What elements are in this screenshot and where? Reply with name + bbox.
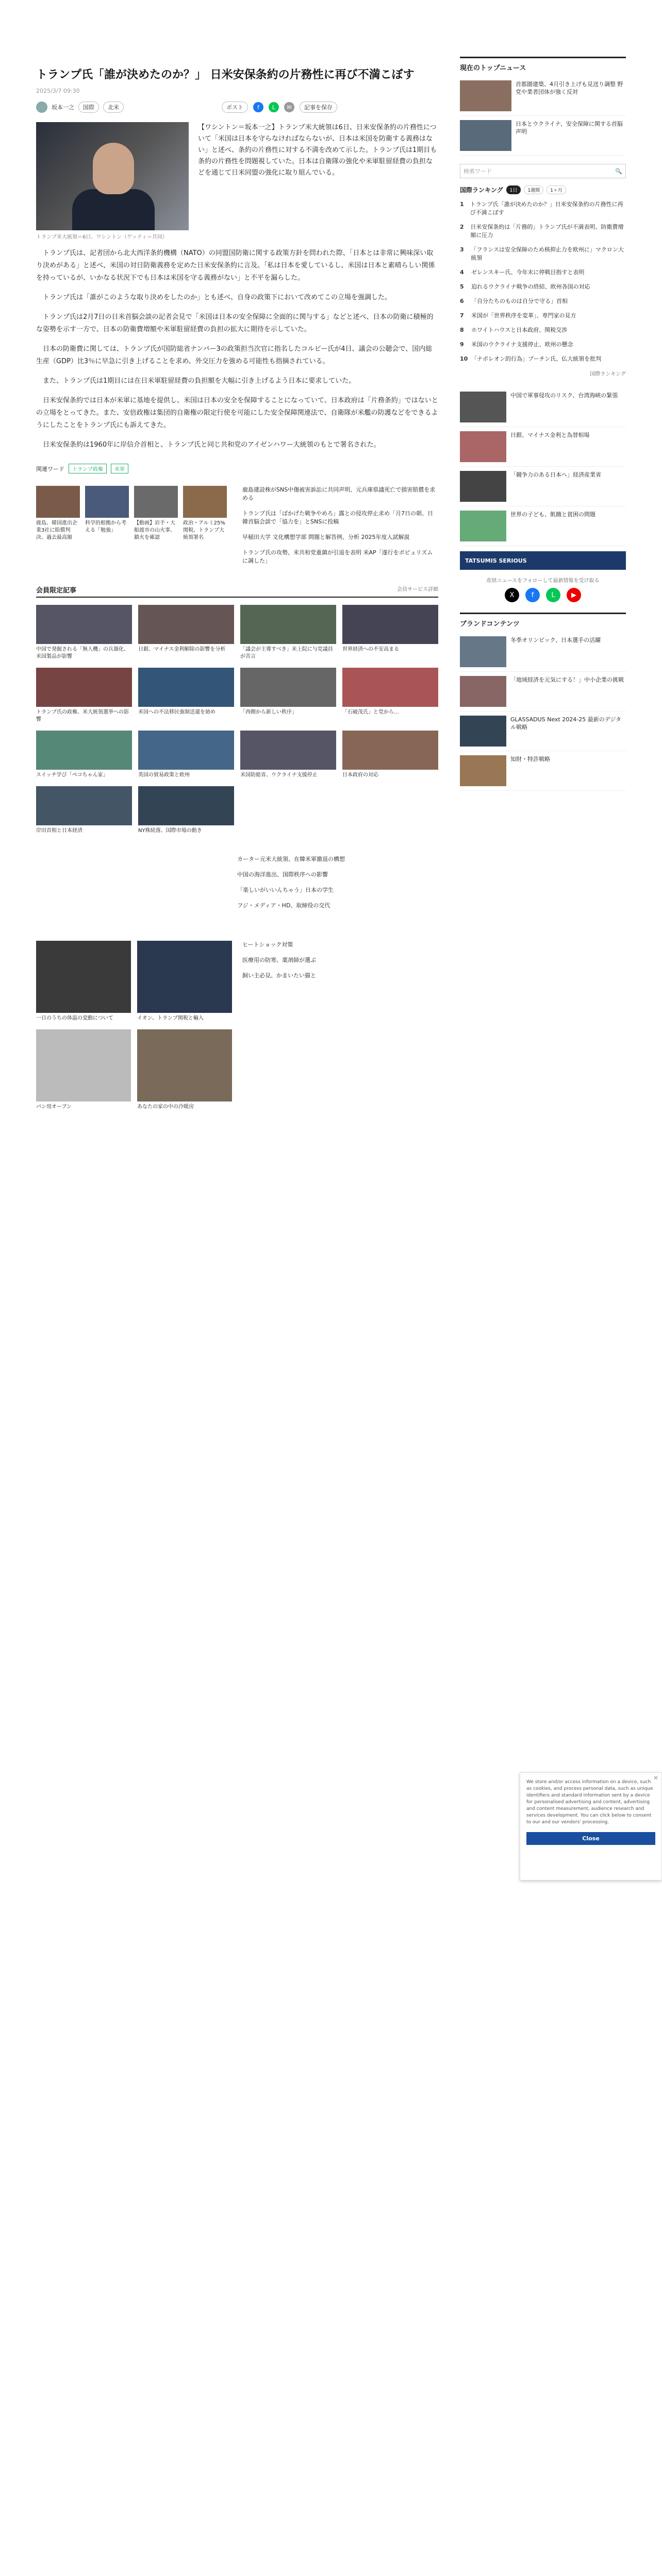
side-list-item[interactable]: 中国で軍事侵攻のリスク、台湾海峡の緊張 <box>460 387 626 427</box>
related-cards <box>36 486 232 572</box>
recommend-title: 会員限定記事 <box>36 587 77 595</box>
hot-news-item[interactable]: 首都圏建築、4月引き上げも見送り調整 野党や業者団体が強く反対 <box>460 76 626 116</box>
related-card[interactable]: 【動画】岩手・大船渡市の山火事、鎮火を確認 <box>134 486 178 572</box>
category-pill[interactable]: 国際 <box>78 101 99 113</box>
subcategory-pill[interactable]: 北米 <box>103 101 124 113</box>
paragraph: トランプ氏は「誰がこのような取り決めをしたのか」とも述べ、自身の政策下において改めてこの立場を強調した。 <box>43 294 392 301</box>
search-icon[interactable]: 🔍 <box>615 167 622 175</box>
ranking-item[interactable]: 7 米国が「世界秩序を変革」、専門家の見方 <box>460 312 576 319</box>
recommend-card[interactable]: 「石破茂氏」と党から... <box>342 668 438 723</box>
recommend-card[interactable]: スイッチ学び「ペコちゃん家」 <box>36 731 132 779</box>
related-area <box>36 486 438 572</box>
photo-figure-face <box>93 143 134 194</box>
tag-link[interactable]: トランプ政権 <box>69 464 107 473</box>
text-link[interactable]: フジ・メディア・HD、取締役の交代 <box>237 902 330 909</box>
article-title: トランプ氏「誰が決めたのか？」 日米安保条約の片務性に再び不満こぼす <box>36 69 415 81</box>
share-x-button[interactable]: ポスト <box>222 101 248 113</box>
related-link[interactable]: 早稲田大学 文化構想学部 問題と解答例、分析 2025年度入試解説 <box>242 534 410 540</box>
recommend-card[interactable]: 中国で発掘される「無人機」の兵器化、米国製品が影響 <box>36 605 132 660</box>
x-icon[interactable]: X <box>505 588 519 602</box>
page <box>36 0 626 2576</box>
brand-title: ブランドコンテンツ <box>460 620 520 628</box>
follow-label: 産経ニュースをフォローして最新情報を受け取る <box>486 578 600 584</box>
ranking-title: 国際ランキング <box>460 187 503 194</box>
recommend-card[interactable]: 日銀、マイナス金利解除の影響を分析 <box>138 605 234 660</box>
ranking-item[interactable]: 6 「自分たちのものは自分で守る」首相 <box>460 298 568 304</box>
article-date: 2025/3/7 09:30 <box>36 88 80 94</box>
recommend-card[interactable]: 「西側から新しい秩序」 <box>240 668 336 723</box>
hero-section <box>36 122 438 240</box>
recommend-card[interactable]: トランプ氏の政権、米大統領選挙への影響 <box>36 668 132 723</box>
hero-photo <box>36 122 189 230</box>
ranking-list <box>460 197 626 366</box>
article-main <box>36 57 438 1111</box>
ranking-item[interactable]: 2 日米安保条約は「片務的」トランプ氏が不満表明、防衛費増額に圧力 <box>460 224 624 239</box>
author-name[interactable]: 坂本一之 <box>52 104 74 111</box>
tag-list <box>36 464 438 473</box>
side-list-item[interactable]: 「競争力のある日本へ」経済産業省 <box>460 467 626 506</box>
product-card[interactable]: パン用オーブン <box>36 1029 131 1111</box>
side-list-item[interactable]: 日銀、マイナス金利と為替相場 <box>460 427 626 467</box>
tab-week[interactable]: 1週間 <box>524 185 543 194</box>
tag-link[interactable]: 米軍 <box>111 464 128 473</box>
article-body <box>36 247 438 451</box>
article-lede: 【ワシントン＝坂本一之】トランプ米大統領は6日、日米安保条約の片務性について「米国は日本を守らなければならないが、日本は米国を防衛する義務はない」と述べ、条約の片務性に対する不満を改めて示した。トランプ氏は1期目も条約の片務性を問題視していた。日本は自衛隊の強化や米軍駐留経費の負担などを通じて日米同盟の強化に取り組んでいる。 <box>198 124 437 177</box>
product-link[interactable]: ヒートショック対策 <box>242 941 293 948</box>
related-card[interactable]: 鹿島、韓国進出企業3社に賠償判決、過去最高額 <box>36 486 80 572</box>
product-card[interactable]: あなたの家の中の冷暖房 <box>137 1029 232 1111</box>
product-area <box>36 941 438 1111</box>
side-list-item[interactable]: GLASSADUS Next 2024-25 最新のデジタル戦略 <box>460 711 626 751</box>
ranking-item[interactable]: 4 ゼレンスキー氏、今年末に停戦目指すと表明 <box>460 269 585 276</box>
recommend-grid <box>36 605 438 835</box>
line-icon[interactable]: L <box>269 102 279 112</box>
product-card[interactable]: 一日のうちの体温の変動について <box>36 941 131 1022</box>
recommend-card[interactable]: 米国防総省、ウクライナ支援停止 <box>240 731 336 779</box>
ranking-header <box>460 185 626 194</box>
product-link[interactable]: 飼い主必見、かまいたい猫と <box>242 972 316 979</box>
author-avatar <box>36 101 47 113</box>
share-bar <box>222 101 438 113</box>
tab-month[interactable]: 1ヶ月 <box>547 185 566 194</box>
text-link[interactable]: カーター元米大統領、在韓米軍撤退の構想 <box>237 856 345 862</box>
paragraph: また、トランプ氏は1期目には在日米軍駐留経費の負担額を大幅に引き上げるよう日本に要求していた。 <box>43 377 356 385</box>
recommend-more-link[interactable]: 会員サービス詳細 <box>397 587 438 592</box>
hot-news-box <box>460 57 626 156</box>
brand-box <box>460 613 626 791</box>
recommend-card[interactable]: 米国への不法移民強制送還を始め <box>138 668 234 723</box>
recommend-card[interactable]: 「議会が主導すべき」米上院に与党議員が苦言 <box>240 605 336 660</box>
hero-caption: トランプ米大統領＝6日、ワシントン（ゲッティ＝共同） <box>36 234 168 240</box>
paragraph: 日本の防衛費に関しては、トランプ氏が国防総省ナンバー3の政策担当次官に指名したコルビー氏が4日、議会の公聴会で、国内総生産（GDP）比3％に早急に引き上げることを求め、外交圧力を強める可能性も指摘されている。 <box>36 345 433 365</box>
recommend-card[interactable]: 日本政府の対応 <box>342 731 438 779</box>
youtube-icon[interactable]: ▶ <box>567 588 581 602</box>
side-list-item[interactable]: 「地域経済を元気にする！」中小企業の挑戦 <box>460 672 626 711</box>
facebook-icon[interactable]: f <box>253 102 263 112</box>
recommend-card[interactable]: 英国の貿易政策と欧州 <box>138 731 234 779</box>
recommend-header <box>36 585 438 598</box>
product-grid <box>36 941 232 1111</box>
paragraph: トランプ氏は、記者団から北大西洋条約機構（NATO）の同盟国防衛に関する政策方針を問われた際、「日本とは非常に興味深い取り決めがある」と述べ、米国の対日防衛義務を定めた日米安保条約に言及。「私は日本を愛しているし、米国は日本と素晴らしい関係を持っているが、いかなる状況下でも日本は米国を守る義務がない」と不平を漏らした。 <box>36 249 435 282</box>
side-list-item[interactable]: 冬季オリンピック、日本選手の活躍 <box>460 632 626 672</box>
ad-banner[interactable]: TATSUMIS SERIOUS <box>460 551 626 570</box>
product-links <box>242 941 438 1111</box>
related-link[interactable]: 鹿島建設株がSNS中傷被害訴訟に共同声明、元兵庫県議死亡で損害賠償を求める <box>242 486 436 501</box>
photo-figure-body <box>72 189 155 230</box>
ranking-item[interactable]: 3 「フランスは安全保障のため核抑止力を欧州に」マクロン大統領 <box>460 246 624 261</box>
recommend-card[interactable]: 岸田首相と日本経済 <box>36 786 132 835</box>
close-icon[interactable]: ✕ <box>653 1774 658 1782</box>
hot-news-title: 現在のトップニュース <box>460 64 526 72</box>
side-list-item[interactable]: 知財・特許戦略 <box>460 751 626 791</box>
side-list-item[interactable]: 世界の子ども、飢餓と貧困の問題 <box>460 506 626 546</box>
mail-icon[interactable]: ✉ <box>284 102 294 112</box>
consent-text: We store and/or access information on a device, such as cookies, and process personal data, such as unique identifiers and standard information sent by a device for personalised advertising and content, advertising and content measurement, audience research and services development. You can click below to consent to our and our vendors' processing. <box>526 1780 653 1825</box>
related-card[interactable]: 科学的根拠から考える「勉強」 <box>85 486 129 572</box>
facebook-icon[interactable]: f <box>525 588 540 602</box>
recommend-card[interactable]: 世界経済への不安高まる <box>342 605 438 660</box>
text-link[interactable]: 中国の海洋進出、国際秩序への影響 <box>237 871 328 878</box>
ranking-more-link[interactable]: 国際ランキング <box>590 371 626 377</box>
product-card[interactable]: イオン、トランプ関税と輸入 <box>137 941 232 1022</box>
related-links <box>242 486 438 572</box>
paragraph: トランプ氏は2月7日の日米首脳会談の記者会見で「米国は日本の安全保障に全面的に関与する」などと述べ、日本の防衛に積極的な姿勢を示す一方で、日本の防衛費増額や米軍駐留経費の負担の拡大に期待を示していた。 <box>36 313 434 333</box>
consent-close-button[interactable]: Close <box>526 1832 655 1845</box>
ranking-item[interactable]: 1 トランプ氏「誰が決めたのか？」日米安保条約の片務性に再び不満こぼす <box>460 201 623 216</box>
recommend-card[interactable]: NY株続落、国際市場の動き <box>138 786 234 835</box>
paragraph: 日米安保条約は1960年に岸信介首相と、トランプ氏と同じ共和党のアイゼンハワー大統領のもとで署名された。 <box>43 441 380 449</box>
paragraph: 日米安保条約では日本が米軍に基地を提供し、米国は日本の安全を保障することになっていて、日本政府は「片務条約」ではないとの立場をとってきた。また、安倍政権は集団的自衛権の限定行使を可能にした安全保障関連法で、自衛隊が米艦の防護などをできるようにしたことをトランプ氏にも訴えてきた。 <box>36 397 438 429</box>
related-link[interactable]: トランプ氏の攻勢、米共和党重鎮が引退を表明 米AP「遂行をポピュリズムに調した」 <box>242 549 433 564</box>
search-input[interactable]: 検索ワード 🔍 <box>460 164 626 178</box>
ranking-item[interactable]: 8 ホワイトハウスと日本政府、関税交渉 <box>460 327 568 333</box>
product-link[interactable]: 医療用の防寒、薬剤師が選ぶ <box>242 957 316 963</box>
line-icon[interactable]: L <box>546 588 560 602</box>
text-link-list <box>237 855 438 910</box>
ranking-item[interactable]: 5 迫れるウクライナ戦争の終結、欧州各国の対応 <box>460 283 590 290</box>
related-card[interactable]: 政治・アルミ25%関税、トランプ大統領署名 <box>183 486 227 572</box>
save-button[interactable]: 記事を保存 <box>300 101 337 113</box>
hot-news-item[interactable]: 日本とウクライナ、安全保障に関する首脳声明 <box>460 116 626 156</box>
tags-label: 関連ワード <box>36 465 64 472</box>
tab-day[interactable]: 1日 <box>506 185 521 194</box>
related-link[interactable]: トランプ氏は「ばかげた戦争やめろ」露との侵攻停止求め「月7日の朝、日韓首脳会談で「協力を」とSNSに投稿 <box>242 510 433 525</box>
social-icons <box>460 588 626 602</box>
ranking-item[interactable]: 9 米国のウクライナ支援停止、欧州の懸念 <box>460 341 573 348</box>
ranking-item[interactable]: 10 「ナポレオン的行為」プーチン氏、仏大統領を批判 <box>460 355 602 362</box>
side-list <box>460 387 626 546</box>
text-link[interactable]: 「楽しいがいいんちゃう」日本の学生 <box>237 887 334 893</box>
consent-dialog <box>520 1772 662 1880</box>
sidebar <box>460 57 626 791</box>
